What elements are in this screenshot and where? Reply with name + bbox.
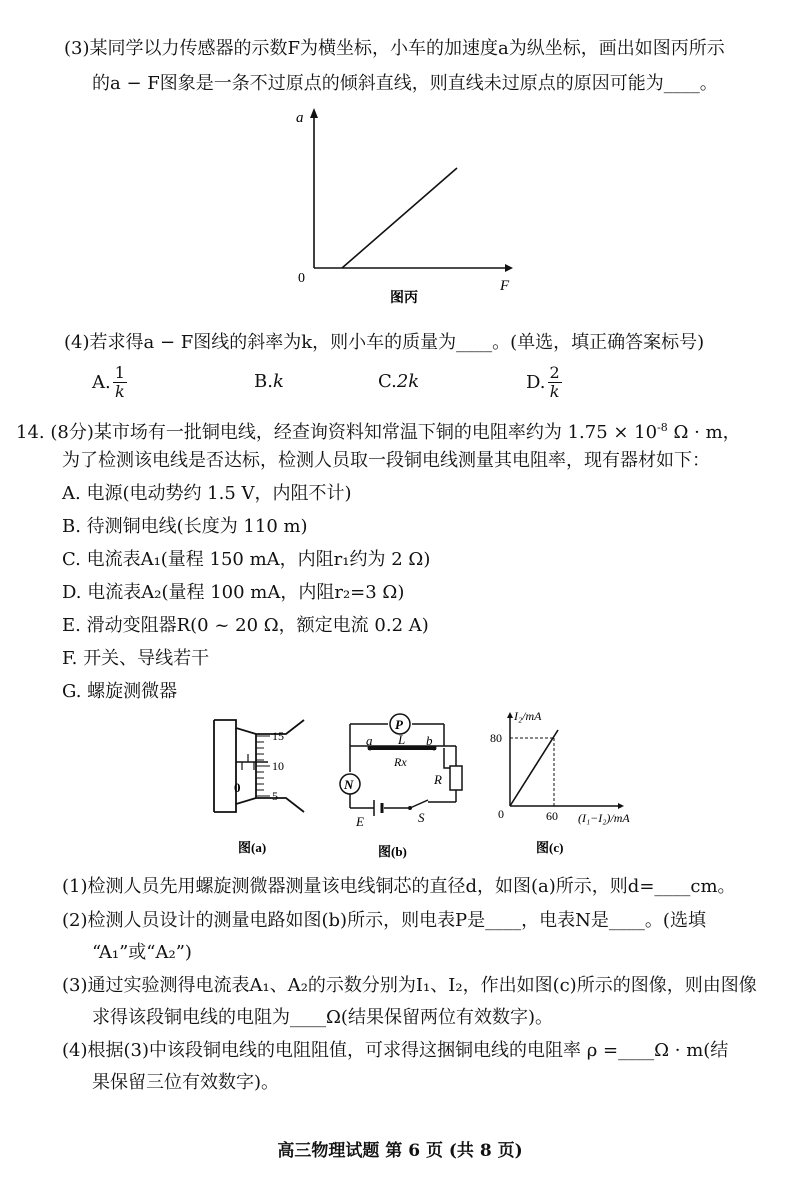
q13-p3-line1: (3)某同学以力传感器的示数F为横坐标，小车的加速度a为纵坐标，画出如图丙所示 (64, 38, 725, 59)
figure-b-circuit (330, 708, 480, 868)
y-axis-label: I₂/mA (514, 709, 542, 723)
q14-s2-line2: “A₁”或“A₂”) (92, 942, 192, 963)
svg-text:L: L (398, 732, 406, 747)
svg-text:a: a (366, 733, 373, 748)
item-f: F. 开关、导线若干 (62, 648, 210, 669)
option-c: C.2k (378, 371, 420, 392)
a-f-line (342, 168, 457, 268)
svg-text:Rx: Rx (394, 755, 407, 769)
q14-intro-line1: 14. (8分)某市场有一批铜电线，经查询资料知常温下铜的电阻率约为 $1.75 \times 10^{-8}$ Ω · m， (16, 421, 741, 443)
svg-text:P: P (395, 717, 403, 732)
tick-15: 15 (272, 729, 284, 743)
q14-s3-line2: 求得该段铜电线的电阻为____Ω(结果保留两位有效数字)。 (92, 1007, 553, 1028)
option-d: D. 2 k (526, 362, 560, 401)
switch-s (410, 800, 428, 808)
option-d-fraction: 2 k (549, 362, 560, 401)
q14-s4-line2: 果保留三位有效数字)。 (92, 1072, 280, 1093)
item-g: G. 螺旋测微器 (62, 681, 178, 702)
figure-c-caption: 图(c) (536, 840, 564, 855)
origin: 0 (498, 807, 504, 821)
x-axis-label: F (500, 278, 510, 294)
tick-10: 10 (272, 759, 284, 773)
x-tick: 60 (546, 809, 558, 823)
item-d: D. 电流表A₂(量程 100 mA，内阻r₂=3 Ω) (62, 582, 405, 603)
figure-b-caption: 图(b) (378, 844, 407, 859)
figure-a-caption: 图(a) (238, 840, 267, 855)
y-axis-arrow (310, 108, 318, 118)
q14-s2-line1: (2)检测人员设计的测量电路如图(b)所示，则电表P是____，电表N是____。(选填 (62, 910, 706, 931)
q14-s3-line1: (3)通过实验测得电流表A₁、A₂的示数分别为I₁、I₂，作出如图(c)所示的图像，则由图像 (62, 975, 757, 996)
data-line (510, 730, 558, 806)
y-axis-label: a (296, 110, 304, 126)
item-e: E. 滑动变阻器R(0 ~ 20 Ω，额定电流 0.2 A) (62, 615, 429, 636)
svg-text:E: E (356, 814, 364, 829)
figure-a-micrometer (200, 712, 310, 862)
q14-s4-line1: (4)根据(3)中该段铜电线的电阻阻值，可求得这捆铜电线的电阻率 ρ =____Ω · m(结 (62, 1040, 729, 1061)
x-axis-label: (I₁−I₂)/mA (578, 811, 630, 825)
y-tick: 80 (490, 731, 502, 745)
q14-intro-line2: 为了检测该电线是否达标，检测人员取一段铜电线测量其电阻率，现有器材如下： (62, 450, 710, 471)
svg-text:R: R (434, 772, 442, 787)
q13-p3-line2: 的a − F图象是一条不过原点的倾斜直线，则直线未过原点的原因可能为____。 (92, 73, 718, 94)
svg-text:N: N (344, 777, 354, 792)
item-c: C. 电流表A₁(量程 150 mA，内阻r₁约为 2 Ω) (62, 549, 431, 570)
figure-bing (290, 104, 520, 314)
x-axis-arrow (505, 264, 513, 272)
option-b: B.k (254, 371, 284, 392)
figure-caption: 图丙 (390, 291, 418, 306)
item-a: A. 电源(电动势约 1.5 V，内阻不计) (62, 483, 352, 504)
svg-text:S: S (418, 810, 425, 825)
q13-p4: (4)若求得a − F图线的斜率为k，则小车的质量为____。(单选，填正确答案标号) (64, 332, 705, 353)
option-a-fraction: 1 k (114, 362, 125, 401)
item-b: B. 待测铜电线(长度为 110 m) (62, 516, 308, 537)
page-footer: 高三物理试题 第 6 页 (共 8 页) (277, 1141, 523, 1161)
option-a: A. 1 k (92, 362, 125, 401)
svg-text:b: b (426, 733, 433, 748)
rheostat-r (450, 766, 462, 790)
zero-label: 0 (234, 780, 241, 795)
q14-s1: (1)检测人员先用螺旋测微器测量该电线铜芯的直径d，如图(a)所示，则d=____cm。 (62, 876, 736, 897)
figure-c-graph (490, 706, 660, 868)
q13-options (92, 360, 692, 404)
tick-5: 5 (272, 789, 278, 803)
origin-label: 0 (298, 271, 305, 286)
